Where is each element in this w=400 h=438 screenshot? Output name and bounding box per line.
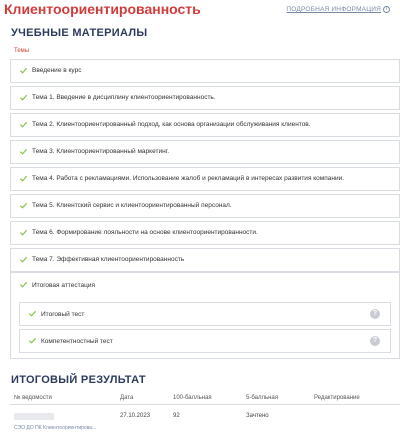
topic-item[interactable] [10,140,400,164]
details-link[interactable] [286,6,390,13]
check-icon [19,174,28,183]
check-icon [19,66,28,75]
date-value: 27.10.2023 [120,413,151,419]
competency-test-label: Компетентностный тест [41,338,113,345]
topics-list [10,59,400,272]
top-bar [0,0,400,22]
topic-label: Тема 3. Клиентоориентированный маркетинг. [32,148,170,155]
col-score-100: 100-балльная [173,395,212,401]
help-icon[interactable]: ? [370,309,380,319]
check-icon [28,309,37,318]
check-icon [19,255,28,264]
info-icon: i [383,6,390,13]
check-icon [19,93,28,102]
check-icon [19,280,28,289]
topic-label: Тема 1. Введение в дисциплину клиентоориентированность. [32,94,216,101]
final-test-label: Итоговый тест [41,311,85,318]
course-link[interactable]: СЭО ДО ПК Клиентоориентирова... [14,425,97,431]
topic-item[interactable] [10,86,400,110]
help-icon[interactable]: ? [370,336,380,346]
check-icon [19,147,28,156]
score-100-value: 92 [173,413,180,419]
redacted-value [14,413,54,420]
topic-item[interactable] [10,221,400,245]
result-table [10,391,400,435]
materials-heading: УЧЕБНЫЕ МАТЕРИАЛЫ [11,27,148,39]
col-score-5: 5-балльная [246,395,278,401]
final-test-item[interactable] [19,302,391,326]
attestation-label: Итоговая аттестация [32,282,95,289]
col-date: Дата [120,395,134,401]
col-statement-number: № ведомости [14,395,52,401]
check-icon [28,336,37,345]
table-row [10,405,400,435]
topic-label: Тема 5. Клиентский сервис и клиентоориентированный персонал. [32,202,232,209]
topic-item[interactable] [10,194,400,218]
topic-item[interactable] [10,59,400,83]
col-edit: Редактирование [314,395,360,401]
competency-test-item[interactable] [19,329,391,353]
result-table-header [10,391,400,405]
page-title: Клиентоориентированность [4,1,201,17]
check-icon [19,228,28,237]
check-icon [19,201,28,210]
check-icon [19,120,28,129]
topic-label: Введение в курс [32,67,82,74]
topic-label: Тема 7. Эффективная клиентоориентированность [32,256,185,263]
topics-label: Темы [14,48,30,54]
result-heading: ИТОГОВЫЙ РЕЗУЛЬТАТ [11,374,146,386]
topic-item[interactable] [10,248,400,272]
details-link-label: ПОДРОБНАЯ ИНФОРМАЦИЯ [286,6,381,14]
topic-item[interactable] [10,167,400,191]
attestation-header[interactable] [11,273,399,299]
topic-label: Тема 4. Работа с рекламациями. Использование жалоб и рекламаций в интересах развития компании. [32,175,345,182]
score-5-value: Зачтено [246,413,269,419]
attestation-group [10,272,400,359]
topic-item[interactable] [10,113,400,137]
topic-label: Тема 6. Формирование лояльности на основе клиентоориентированности. [32,229,258,236]
topic-label: Тема 2. Клиентоориентированный подход, как основа организации обслуживания клиентов. [32,121,311,128]
statement-number-value [14,413,54,422]
